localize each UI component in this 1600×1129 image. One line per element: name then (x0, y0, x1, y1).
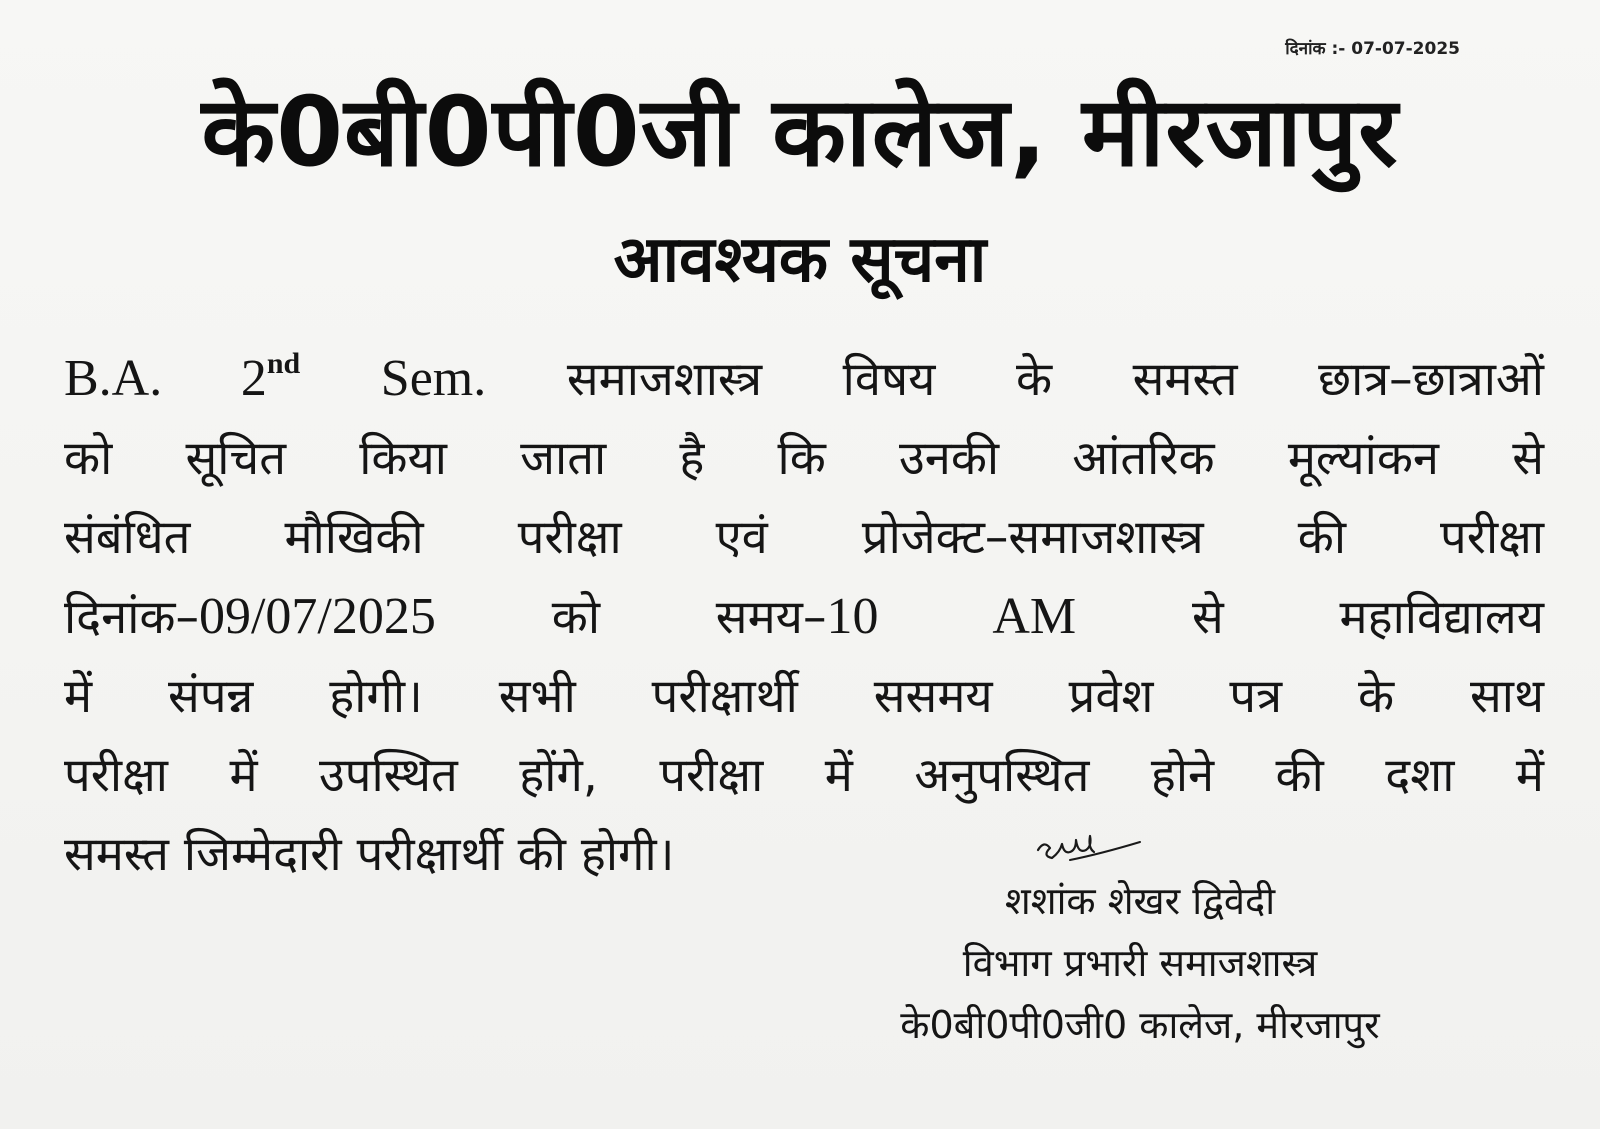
exam-venue: से महाविद्यालय (1191, 590, 1544, 645)
body-line-6: परीक्षा में उपस्थित होंगे, परीक्षा में अनुपस्थित होने की दशा में (64, 748, 1544, 803)
course-semester: Sem. (380, 350, 487, 407)
body-line-7: समस्त जिम्मेदारी परीक्षार्थी की होगी। (64, 827, 675, 882)
body-line-5: में संपन्न होगी। सभी परीक्षार्थी ससमय प्रवेश पत्र के साथ (64, 669, 1544, 724)
handwritten-signature (1030, 820, 1150, 870)
body-line-2: को सूचित किया जाता है कि उनकी आंतरिक मूल्यांकन से (64, 431, 1544, 486)
body-line-1-text: समाजशास्त्र विषय के समस्त छात्र–छात्राओं (566, 352, 1544, 407)
course-name: B.A. 2 (64, 350, 267, 407)
college-name: के0बी0पी0जी कालेज, मीरजापुर (201, 76, 1399, 188)
signatory-block (820, 870, 1460, 1056)
course-ordinal: nd (266, 347, 301, 380)
body-line-1 (64, 324, 1544, 419)
exam-date: 09/07/2025 (198, 588, 436, 645)
exam-date-label: दिनांक– (64, 590, 199, 645)
signatory-institution: के0बी0पी0जी0 कालेज, मीरजापुर (900, 1003, 1380, 1047)
body-line-4 (64, 577, 1544, 657)
body-line-3: संबंधित मौखिकी परीक्षा एवं प्रोजेक्ट–समाजशास्त्र की परीक्षा (64, 510, 1544, 565)
notice-body (64, 324, 1544, 894)
exam-time-label: को समय– (551, 590, 827, 645)
notice-date: दिनांक :- 07-07-2025 (1285, 39, 1460, 59)
signatory-name: शशांक शेखर द्विवेदी (1004, 879, 1276, 923)
signatory-designation: विभाग प्रभारी समाजशास्त्र (962, 941, 1318, 985)
exam-time: 10 AM (826, 588, 1077, 645)
notice-title: आवश्यक सूचना (613, 223, 987, 297)
